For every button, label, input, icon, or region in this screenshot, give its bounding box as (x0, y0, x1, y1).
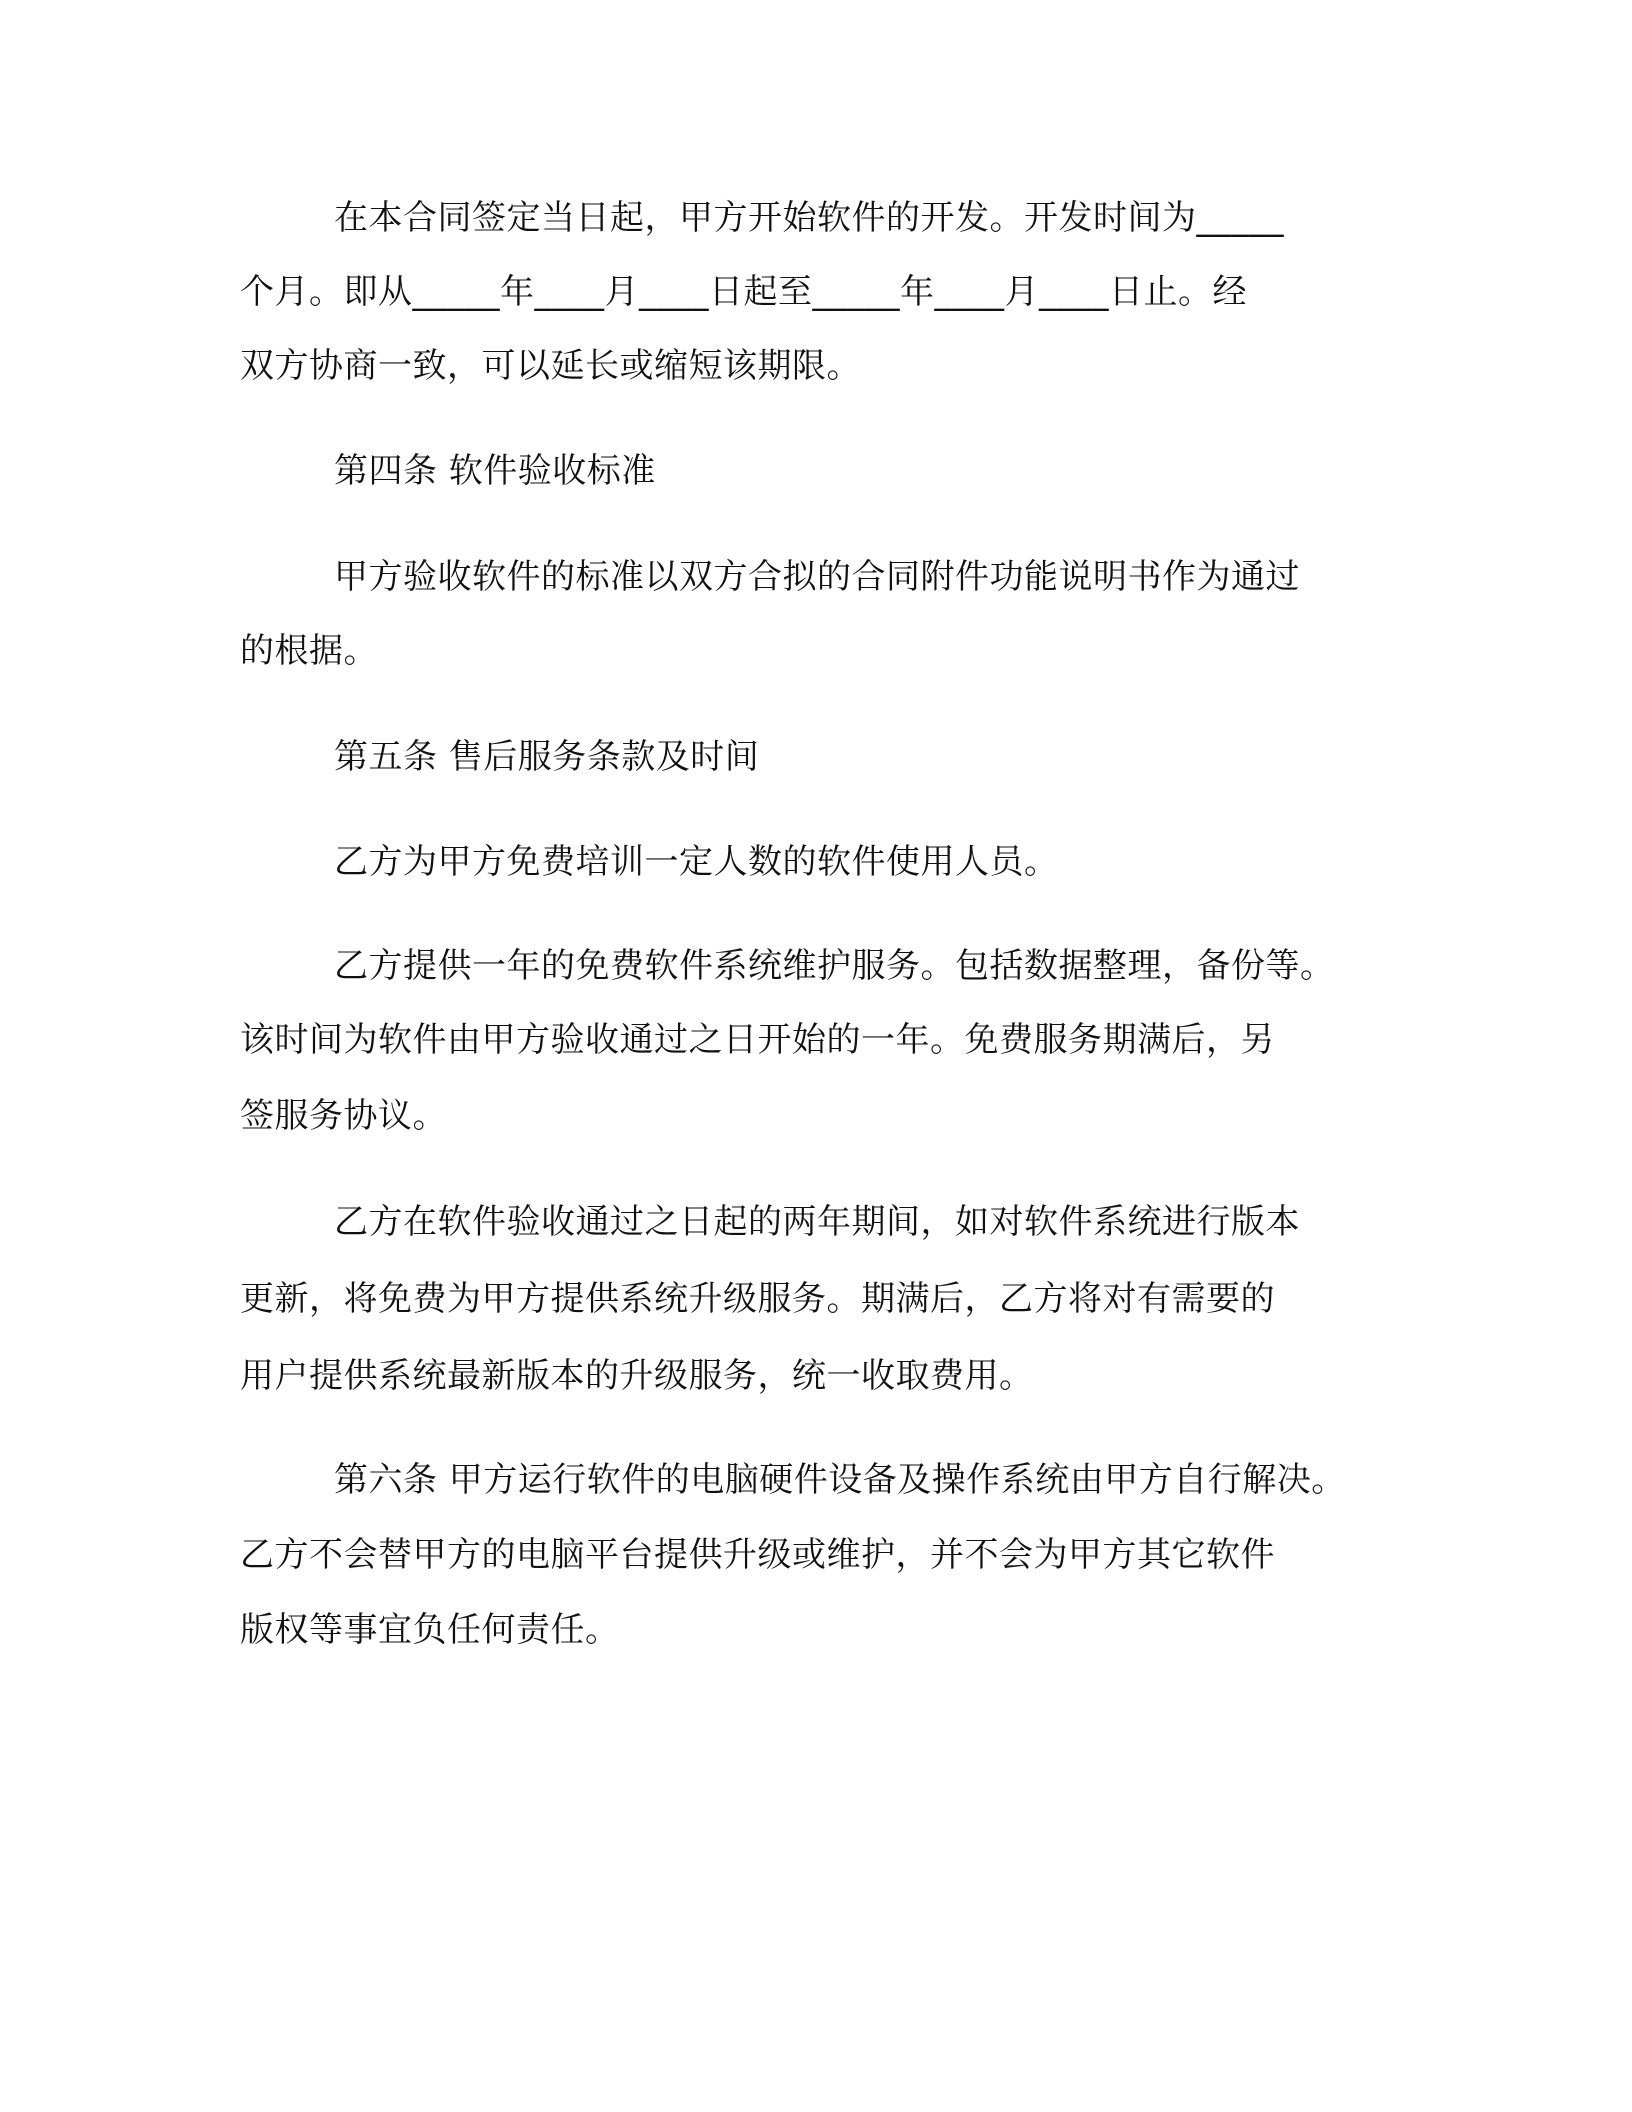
article-6-line-2: 乙方不会替甲方的电脑平台提供升级或维护，并不会为甲方其它软件 (240, 1535, 1275, 1575)
acceptance-standard-line-2: 的根据。 (240, 631, 378, 671)
version-upgrade-line-1: 乙方在软件验收通过之日起的两年期间，如对软件系统进行版本 (334, 1202, 1300, 1242)
article-5-heading: 第五条 售后服务条款及时间 (334, 737, 760, 777)
acceptance-standard-line-1: 甲方验收软件的标准以双方合拟的合同附件功能说明书作为通过 (334, 557, 1300, 597)
free-training-line: 乙方为甲方免费培训一定人数的软件使用人员。 (334, 842, 1059, 882)
dev-period-line-1: 在本合同签定当日起，甲方开始软件的开发。开发时间为_____ (334, 198, 1284, 238)
article-6-line-3: 版权等事宜负任何责任。 (240, 1610, 620, 1650)
version-upgrade-line-2: 更新，将免费为甲方提供系统升级服务。期满后，乙方将对有需要的 (240, 1279, 1275, 1319)
free-maintenance-line-2: 该时间为软件由甲方验收通过之日开始的一年。免费服务期满后，另 (240, 1020, 1275, 1060)
version-upgrade-line-3: 用户提供系统最新版本的升级服务，统一收取费用。 (240, 1356, 1034, 1396)
free-maintenance-line-3: 签服务协议。 (240, 1096, 447, 1136)
article-6-line-1: 第六条 甲方运行软件的电脑硬件设备及操作系统由甲方自行解决。 (334, 1460, 1346, 1500)
free-maintenance-line-1: 乙方提供一年的免费软件系统维护服务。包括数据整理，备份等。 (334, 946, 1335, 986)
article-4-heading: 第四条 软件验收标准 (334, 451, 656, 491)
dev-period-line-2: 个月。即从_____年____月____日起至_____年____月____日止。经 (240, 272, 1247, 312)
dev-period-line-3: 双方协商一致，可以延长或缩短该期限。 (240, 346, 861, 386)
